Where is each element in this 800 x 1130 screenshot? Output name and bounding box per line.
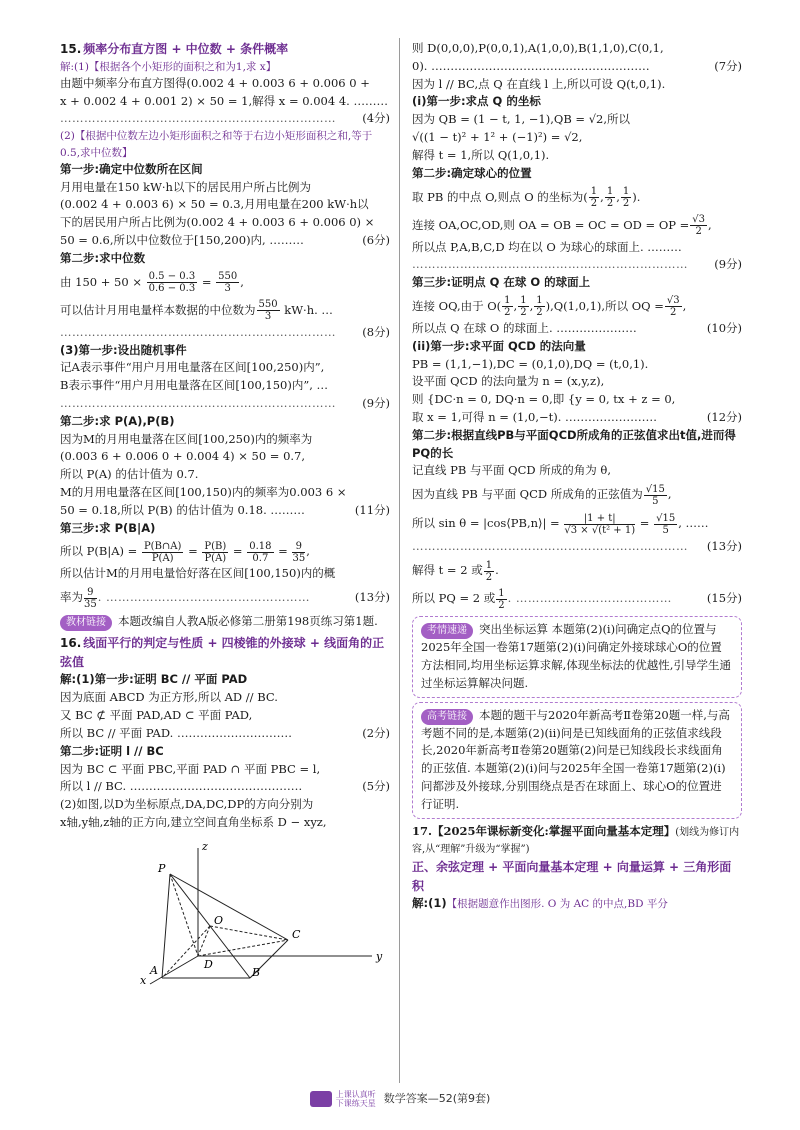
label-d: D	[204, 957, 213, 971]
step-heading: 第二步:证明 l // BC	[60, 743, 164, 758]
text-line: 本题的题干与2020年新高考Ⅱ卷第20题一样,与高考题不同的是,本题第(2)(ii)问是已知线面角的正弦值求线段长,2020年新高考Ⅱ卷第20题第(2)问是已知线段长求线面角的正弦值. 本题第(2)(i)问与2025年全国一卷第17题第(2)(i)问都涉及外接球,分别围绕点是否在球面上、球心O的位置进行证明.	[421, 707, 730, 811]
text-line: 则 D(0,0,0),P(0,0,1),A(1,0,0),B(1,1,0),C(0,1,	[412, 41, 664, 55]
segment-od	[198, 926, 210, 956]
fraction: $\frac{9}{35}$	[84, 586, 97, 610]
formula-line: 率为 $\frac{9}{35}$ . …………………………………………… (13分)	[60, 583, 390, 611]
left-column	[60, 40, 390, 992]
text-line: x轴,y轴,z轴的正方向,建立空间直角坐标系 D − xyz,	[60, 814, 327, 829]
dots: ……………………………………………………………	[60, 111, 336, 126]
text-line: 所以 BC // 平面 PAD. …………………………	[60, 725, 292, 740]
fraction: $\frac{|1 + t|}{\text{√3 × √(t² + 1)}}$	[564, 512, 636, 536]
formula-line: 取 PB 的中点 O,则点 O 的坐标为( $\frac{1}{2}$ , $\frac{1}{2}$ , $\frac{1}{2}$ ).	[412, 186, 641, 209]
points: (12分)	[706, 410, 742, 424]
text-line: 所以点 P,A,B,C,D 均在以 O 为球心的球面上. ………	[412, 239, 682, 254]
fraction: $\frac{1}{2}$	[485, 559, 493, 583]
text-line: 0). …………………………………………………	[412, 58, 650, 73]
problem-17-topics: 正、余弦定理 + 平面向量基本定理 + 向量运算 + 三角形面积	[412, 860, 732, 893]
dots: ……………………………………………………………	[60, 395, 336, 410]
problem-17-title: 17.【2025年课标新变化:掌握平面向量基本定理】(划线为修订内容,从“理解”升级为“掌握”)	[412, 823, 740, 856]
fraction: $\frac{P(B)}{P(A)}$	[204, 540, 227, 564]
step-heading: 解:(1)第一步:证明 BC // 平面 PAD	[60, 672, 248, 687]
formula-line: 解得 t = 2 或 $\frac{1}{2}$ .	[412, 559, 499, 583]
text-line: 设平面 QCD 的法向量为 n = (x,y,z),	[412, 374, 605, 389]
fraction: $\frac{1}{2}$	[498, 587, 505, 611]
edge-pc	[170, 874, 288, 940]
brand-logo-icon	[310, 1091, 332, 1107]
points: (13分)	[354, 590, 390, 605]
hint: 解:(1)【根据各个小矩形的面积之和为1,求 x】	[60, 60, 277, 73]
points: (15分)	[706, 591, 742, 606]
fraction: $\frac{550}{3}$	[258, 299, 278, 323]
fraction: $\frac{1}{2}$	[590, 186, 598, 209]
label-o: O	[214, 913, 224, 927]
points: (11分)	[354, 502, 390, 517]
fraction: $\frac{0.18}{0.7}$	[249, 540, 272, 564]
text-line: 所以 l // BC. ………………………………………	[60, 779, 303, 794]
text-line: 记A表示事件“用户月用电量落在区间[100,250)内”,	[60, 360, 325, 375]
text-line: 因为 BC ⊂ 平面 PBC,平面 PAD ∩ 平面 PBC = l,	[60, 761, 321, 776]
step-heading: (i)第一步:求点 Q 的坐标	[412, 94, 541, 109]
problem-15-title: 15. 频率分布直方图 + 中位数 + 条件概率	[60, 42, 289, 56]
points: (7分)	[714, 58, 742, 73]
tag-badge: 高考链接	[421, 709, 473, 725]
text-line: 月用电量在150 kW·h以下的居民用户所占比例为	[60, 179, 311, 194]
text-line: 下的居民用户所占比例为(0.002 4 + 0.003 6 + 0.006 0) ×	[60, 215, 375, 230]
text-line: 因为M的月用电量落在区间[100,250)内的频率为	[60, 431, 313, 446]
step-heading: 第二步:确定球心的位置	[412, 165, 532, 180]
text-line: (0.002 4 + 0.003 6) × 50 = 0.3,月用电量在200 kW·h以	[60, 197, 369, 212]
text-line: 解得 t = 1,所以 Q(1,0,1).	[412, 147, 550, 162]
step-heading: 第二步:求 P(A),P(B)	[60, 413, 175, 428]
textbook-link: 教材链接 本题改编自人教A版必修第二册第198页练习第1题.	[60, 613, 390, 631]
text-line: 记直线 PB 与平面 QCD 所成的角为 θ,	[412, 463, 611, 478]
fraction: $\frac{√3}{2}$	[692, 214, 706, 237]
points: (9分)	[362, 395, 390, 410]
text-line: 因为底面 ABCD 为正方形,所以 AD // BC.	[60, 690, 278, 705]
fraction: $\frac{0.5 - 0.3}{0.6 - 0.3}$	[148, 271, 196, 295]
pyramid-figure	[110, 836, 410, 986]
text-line: (0.003 6 + 0.006 0 + 0.004 4) × 50 = 0.7,	[60, 449, 306, 464]
fraction: $\frac{1}{2}$	[536, 295, 543, 319]
text-line: 所以估计M的月用电量恰好落在区间[100,150)内的概	[60, 566, 336, 581]
text-line: 则 {DC·n = 0, DQ·n = 0,即 {y = 0, tx + z = 0,	[412, 392, 676, 407]
fraction: $\frac{1}{2}$	[606, 186, 614, 209]
fraction: $\frac{1}{2}$	[504, 295, 511, 319]
points: (9分)	[714, 257, 742, 272]
dots: ……………………………………………………………	[60, 324, 336, 339]
formula-line: 由 150 + 50 × $\frac{0.5 - 0.3}{0.6 - 0.3}$ = $\frac{550}{3}$ ,	[60, 271, 244, 295]
text-line: 所以点 Q 在球 O 的球面上. …………………	[412, 320, 637, 335]
step-heading: 第一步:确定中位数所在区间	[60, 161, 203, 176]
points: (4分)	[362, 111, 390, 126]
edge-pa	[162, 874, 170, 978]
label-z: z	[202, 839, 208, 853]
fraction: $\frac{1}{2}$	[622, 186, 630, 209]
step-heading: 解:(1)	[412, 896, 447, 911]
text-line: 50 = 0.18,所以 P(B) 的估计值为 0.18. ………	[60, 502, 305, 517]
formula-line: 所以 sin θ = |cos⟨PB,n⟩| = $\frac{|1 + t|}{\text{√3 × √(t² + 1)}}$ = $\frac{√15}{5}$ , ……	[412, 512, 709, 536]
right-column	[412, 40, 742, 913]
formula-line: 所以 PQ = 2 或 $\frac{1}{2}$ . ………………………………… (15分)	[412, 584, 742, 612]
formula-line: 所以 P(B|A) = $\frac{P(B\cap A)}{P(A)}$ = $\frac{P(B)}{P(A)}$ = $\frac{0.18}{0.7}$ = $\frac{9}{35}$ ,	[60, 540, 310, 564]
step-heading: 第三步:求 P(B|A)	[60, 520, 156, 535]
page-number: 数学答案—52(第9套)	[383, 1092, 491, 1105]
fraction: $\frac{9}{35}$	[292, 540, 306, 564]
text-line: 又 BC ⊄ 平面 PAD,AD ⊂ 平面 PAD,	[60, 708, 253, 723]
dots: ……………………………………………………………	[412, 257, 688, 272]
text-line: 由题中频率分布直方图得(0.002 4 + 0.003 6 + 0.006 0 +	[60, 75, 370, 90]
points: (8分)	[362, 324, 390, 339]
formula-line: 连接 OA,OC,OD,则 OA = OB = OC = OD = OP = $\frac{√3}{2}$ ,	[412, 214, 712, 237]
hint: (2)【根据中位数左边小矩形面积之和等于右边小矩形面积之和,等于0.5,求中位数】	[60, 130, 373, 159]
segment-oa	[162, 926, 210, 978]
exam-link-box	[412, 702, 742, 819]
text-line: PB = (1,1,−1),DC = (0,1,0),DQ = (t,0,1).	[412, 356, 649, 371]
label-x: x	[140, 973, 147, 986]
points: (13分)	[706, 539, 742, 554]
fraction: $\frac{√15}{5}$	[645, 483, 665, 507]
fraction: $\frac{√15}{5}$	[656, 512, 676, 536]
brand-slogan: 上课认真听 下课练天星	[335, 1090, 376, 1108]
text-line: 50 = 0.6,所以中位数位于[150,200)内, ………	[60, 233, 304, 248]
label-a: A	[150, 963, 158, 977]
problem-16-title: 16. 线面平行的判定与性质 + 四棱锥的外接球 + 线面角的正弦值	[60, 636, 385, 669]
text-line: 取 x = 1,可得 n = (1,0,−t). ……………………	[412, 410, 658, 424]
text-line: 因为 QB = (1 − t, 1, −1),QB = √2,所以	[412, 112, 631, 127]
step-heading: (3)第一步:设出随机事件	[60, 342, 187, 357]
page-footer	[0, 1090, 800, 1108]
formula-line: 连接 OQ,由于 O( $\frac{1}{2}$ , $\frac{1}{2}$ , $\frac{1}{2}$ ),Q(1,0,1),所以 OQ = $\frac{√3}{2}$ ,	[412, 295, 687, 319]
text-line: 所以 P(A) 的估计值为 0.7.	[60, 467, 199, 482]
text-line: B表示事件“用户月用电量落在区间[100,150)内”, …	[60, 378, 329, 393]
text-line: (2)如图,以D为坐标原点,DA,DC,DP的方向分别为	[60, 797, 314, 812]
label-p: P	[158, 861, 166, 875]
tag-badge: 考情速递	[421, 623, 473, 639]
fraction: $\frac{550}{3}$	[218, 271, 238, 295]
step-heading: 第二步:根据直线PB与平面QCD所成角的正弦值求出t值,进而得PQ的长	[412, 427, 736, 460]
points: (10分)	[706, 320, 742, 335]
step-heading: (ii)第一步:求平面 QCD 的法向量	[412, 338, 586, 353]
edge-pd	[170, 874, 198, 956]
text-line: M的月用电量落在区间[100,150)内的频率为0.003 6 ×	[60, 485, 347, 500]
text-line: x + 0.002 4 + 0.001 2) × 50 = 1,解得 x = 0.004 4. ………	[60, 93, 388, 108]
label-c: C	[292, 927, 301, 941]
points: (5分)	[362, 779, 390, 794]
formula-line: 可以估计月用电量样本数据的中位数为 $\frac{550}{3}$ kW·h. …	[60, 299, 333, 323]
fraction: $\frac{1}{2}$	[520, 295, 527, 319]
fraction: $\frac{√3}{2}$	[666, 295, 680, 319]
fraction: $\frac{P(B\cap A)}{P(A)}$	[143, 540, 182, 564]
label-y: y	[376, 949, 383, 963]
points: (6分)	[362, 233, 390, 248]
label-b: B	[252, 965, 261, 979]
step-heading: 第二步:求中位数	[60, 250, 146, 265]
text-line: √((1 − t)² + 1² + (−1)²) = √2,	[412, 130, 583, 145]
dots: ……………………………………………………………	[412, 539, 688, 554]
formula-line: 因为直线 PB 与平面 QCD 所成角的正弦值为 $\frac{√15}{5}$ ,	[412, 483, 672, 507]
exam-trend-box	[412, 616, 742, 697]
tag-badge: 教材链接	[60, 615, 112, 631]
text-line: 突出坐标运算 本题第(2)(i)问确定点Q的位置与2025年全国一卷第17题第(2)(i)问确定外接球球心O的位置方法相同,均用坐标运算求解,体现坐标法的优越性,引导学生通过坐标运算解决问题.	[421, 622, 731, 690]
text-line: 因为 l // BC,点 Q 在直线 l 上,所以可设 Q(t,0,1).	[412, 76, 666, 91]
points: (2分)	[362, 725, 390, 740]
step-heading: 第三步:证明点 Q 在球 O 的球面上	[412, 275, 591, 290]
hint: 【根据题意作出图形. O 为 AC 的中点,BD 平分	[446, 898, 668, 911]
